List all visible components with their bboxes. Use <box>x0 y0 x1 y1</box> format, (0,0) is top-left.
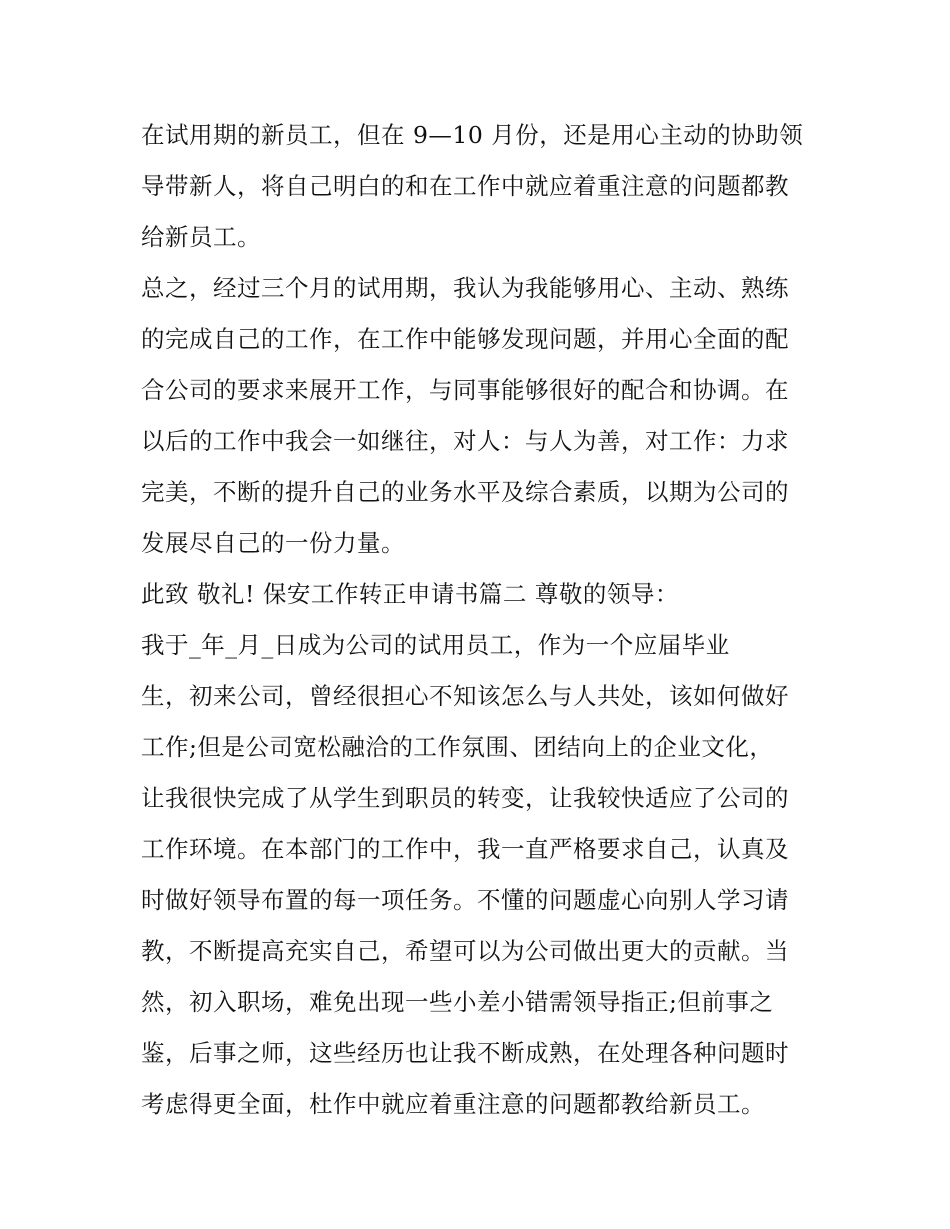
text-line-9: 发展尽自己的一份力量。 <box>141 529 405 557</box>
text-line-2: 导带新人，将自己明白的和在工作中就应着重注意的问题都教 <box>141 172 789 200</box>
text-line-8: 完美，不断的提升自己的业务水平及综合素质，以期为公司的 <box>141 478 789 506</box>
text-line-6: 合公司的要求来展开工作，与同事能够很好的配合和协调。在 <box>141 376 789 404</box>
text-line-14: 让我很快完成了从学生到职员的转变，让我较快适应了公司的 <box>141 784 789 812</box>
text-line-15: 工作环境。在本部门的工作中，我一直严格要求自己，认真及 <box>141 835 789 863</box>
text-line-18: 然，初入职场，难免出现一些小差小错需领导指正;但前事之 <box>141 988 774 1016</box>
text-line-19: 鉴，后事之师，这些经历也让我不断成熟，在处理各种问题时 <box>141 1039 789 1067</box>
text-line-5: 的完成自己的工作，在工作中能够发现问题，并用心全面的配 <box>141 325 789 353</box>
text-line-10: 此致 敬礼! 保安工作转正申请书篇二 尊敬的领导： <box>141 580 679 608</box>
text-line-1: 在试用期的新员工，但在 9—10 月份，还是用心主动的协助领 <box>141 121 804 149</box>
text-line-16: 时做好领导布置的每一项任务。不懂的问题虚心向别人学习请 <box>141 886 789 914</box>
text-line-20: 考虑得更全面，杜作中就应着重注意的问题都教给新员工。 <box>141 1090 765 1118</box>
text-line-7: 以后的工作中我会一如继往，对人：与人为善，对工作：力求 <box>141 427 789 455</box>
text-line-17: 教，不断提高充实自己，希望可以为公司做出更大的贡献。当 <box>141 937 789 965</box>
text-line-11: 我于_年_月_日成为公司的试用员工，作为一个应届毕业 <box>141 631 730 659</box>
text-line-3: 给新员工。 <box>141 223 261 251</box>
text-line-13: 工作;但是公司宽松融洽的工作氛围、团结向上的企业文化， <box>141 733 774 761</box>
text-line-12: 生，初来公司，曾经很担心不知该怎么与人共处，该如何做好 <box>141 682 789 710</box>
body-text <box>141 110 821 1130</box>
text-line-4: 总之，经过三个月的试用期，我认为我能够用心、主动、熟练 <box>141 274 789 302</box>
